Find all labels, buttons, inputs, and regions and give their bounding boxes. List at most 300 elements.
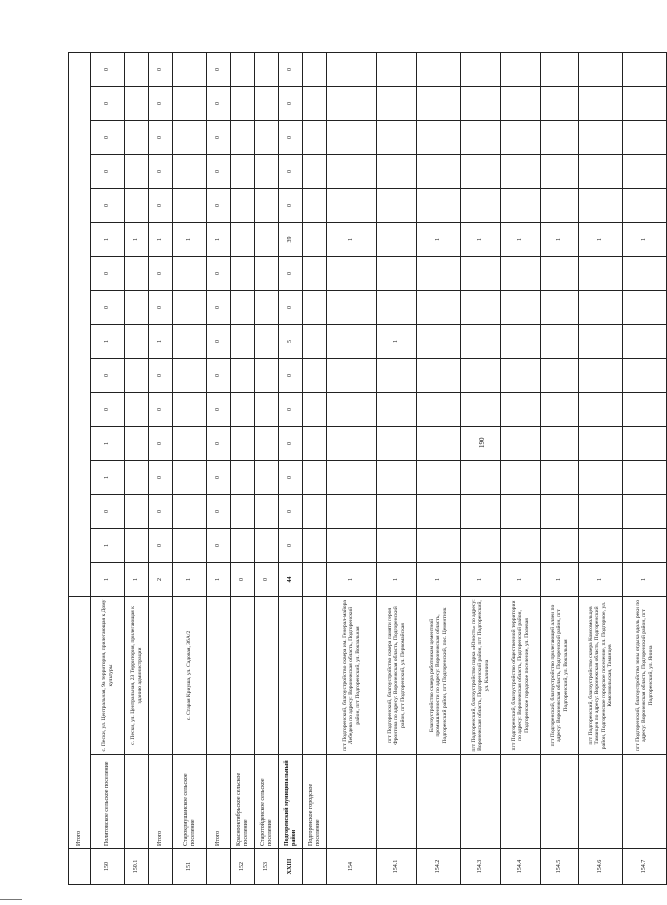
value-cell [231,257,255,291]
value-cell: 1 [327,563,377,597]
value-cell: 0 [91,189,125,223]
row-name-cell [377,755,417,849]
header-name-cell: Итого [69,597,91,849]
value-cell [231,325,255,359]
value-cell [541,121,579,155]
value-cell [255,291,279,325]
value-cell [541,529,579,563]
table-header-row [69,53,91,885]
value-cell [303,529,327,563]
row-address-cell: Благоустройство сквера работникам цементной промышленности по адресу: Воронежская область, Подгоренский район, пгт Подгоренский, пос. Цементник [417,597,461,755]
value-cell [623,53,667,87]
value-cell: 1 [501,563,541,597]
row-number-cell: 150.1 [125,849,149,885]
row-address-cell: пгт Подгоренский, благоустройство прилегающей аллеи по адресу: Воронежская область, Подгоренский район, пгт Подгоренский, ул. Вокзальная [541,597,579,755]
row-name-cell [623,755,667,849]
value-cell [417,529,461,563]
value-cell: 0 [207,495,231,529]
value-cell: 0 [149,257,173,291]
value-cell: 1 [377,563,417,597]
table-row [541,53,579,885]
value-cell [541,87,579,121]
value-cell [173,393,207,427]
value-cell [231,155,255,189]
value-cell [461,257,501,291]
value-cell [173,257,207,291]
value-cell [173,427,207,461]
value-cell [623,495,667,529]
row-name-cell: Старокриушанское сельское поселение [173,755,207,849]
value-cell [417,121,461,155]
value-cell [327,291,377,325]
row-address-cell: с. Пески, ул. Центральная, 23 Территория, прилегающая к зданию администрации [125,597,149,755]
row-number-cell: 154.2 [417,849,461,885]
value-cell [417,257,461,291]
value-cell [417,393,461,427]
row-number-cell: 154.7 [623,849,667,885]
row-number-cell: 150 [91,849,125,885]
table-row [579,53,623,885]
value-cell [623,155,667,189]
value-cell [501,87,541,121]
value-cell [125,359,149,393]
table-row [417,53,461,885]
row-address-cell: пгт Подгоренский, благоустройство парка «Юность» по адресу: Воронежская область, Подгоренский район, пгт Подгоренский, ул. Калинина [461,597,501,755]
row-name-cell: Подгоренское городское поселение [303,755,327,849]
value-cell: 0 [279,291,303,325]
value-cell [377,223,417,257]
value-cell: 0 [91,495,125,529]
value-cell [125,257,149,291]
value-cell [541,359,579,393]
value-cell [377,155,417,189]
value-cell [461,53,501,87]
value-cell: 1 [91,461,125,495]
value-cell [623,291,667,325]
value-cell: 1 [149,223,173,257]
value-cell [173,87,207,121]
value-cell [579,461,623,495]
value-cell: 1 [91,325,125,359]
value-cell [303,359,327,393]
value-cell [579,495,623,529]
value-cell [541,53,579,87]
value-cell: 44 [279,563,303,597]
value-cell [623,461,667,495]
value-cell: 0 [149,529,173,563]
row-address-cell [207,597,231,755]
value-cell: 0 [91,291,125,325]
row-number-cell: 154 [327,849,377,885]
value-cell: 1 [91,529,125,563]
value-cell: 1 [173,223,207,257]
value-cell: 0 [279,427,303,461]
value-cell [579,155,623,189]
value-cell [125,427,149,461]
value-cell [541,155,579,189]
value-cell: 0 [279,257,303,291]
value-cell: 0 [207,393,231,427]
row-name-cell: Старотойденское сельское поселение [255,755,279,849]
value-cell [173,461,207,495]
value-cell: 5 [279,325,303,359]
value-cell [231,121,255,155]
row-number-cell: 154.6 [579,849,623,885]
row-name-cell: Политовское сельское поселение [91,755,125,849]
value-cell: 0 [149,53,173,87]
value-cell [579,291,623,325]
value-cell [327,461,377,495]
value-cell: 0 [207,325,231,359]
value-cell [623,189,667,223]
value-cell [303,495,327,529]
value-cell [579,529,623,563]
header-empty-cell [69,53,91,597]
value-cell [461,359,501,393]
value-cell [579,257,623,291]
value-cell: 1 [623,563,667,597]
value-cell: 1 [91,563,125,597]
value-cell [377,359,417,393]
value-cell: 0 [207,461,231,495]
value-cell [125,53,149,87]
value-cell [255,189,279,223]
row-number-cell: XXIII [279,849,303,885]
value-cell [231,427,255,461]
row-address-cell: с. Старая Криуша, ул. Садовая, 36А/2 [173,597,207,755]
value-cell [501,121,541,155]
table-row [279,53,303,885]
value-cell [579,121,623,155]
value-cell: 0 [279,189,303,223]
value-cell [461,529,501,563]
row-number-cell: 152 [231,849,255,885]
value-cell [579,87,623,121]
value-cell [231,291,255,325]
value-cell [125,291,149,325]
value-cell [173,529,207,563]
row-address-cell [231,597,255,755]
value-cell: 1 [207,223,231,257]
value-cell [579,393,623,427]
row-address-cell [303,597,327,755]
table-row [207,53,231,885]
value-cell [327,495,377,529]
value-cell: 0 [279,495,303,529]
table-row [623,53,667,885]
value-cell: 0 [91,155,125,189]
value-cell [579,325,623,359]
value-cell [501,529,541,563]
row-address-cell: пгт Подгоренский, благоустройство сквера Комсомольцев Таманцев по адресу: Воронежская область, Подгоренский район, Подгоренское городское поселение, пл. Подгорное, ул. Комсомольская, Таманцев [579,597,623,755]
value-cell [417,87,461,121]
value-cell [255,87,279,121]
value-cell: 0 [207,87,231,121]
value-cell [255,427,279,461]
value-cell [377,495,417,529]
value-cell: 0 [255,563,279,597]
value-cell [417,495,461,529]
value-cell [255,155,279,189]
value-cell [417,189,461,223]
value-cell [303,53,327,87]
table-row [461,53,501,885]
value-cell [255,495,279,529]
value-cell [255,393,279,427]
value-cell [327,529,377,563]
row-address-cell [279,597,303,755]
value-cell: 1 [417,563,461,597]
value-cell [377,257,417,291]
value-cell: 0 [149,189,173,223]
row-name-cell: Итого [207,755,231,849]
value-cell [327,53,377,87]
row-number-cell [303,849,327,885]
value-cell [303,563,327,597]
row-name-cell [125,755,149,849]
value-cell: 0 [207,291,231,325]
row-name-cell [417,755,461,849]
row-number-cell: 154.3 [461,849,501,885]
value-cell [461,461,501,495]
value-cell [461,393,501,427]
value-cell: 1 [149,325,173,359]
value-cell [125,155,149,189]
value-cell [303,291,327,325]
row-address-cell [149,597,173,755]
value-cell [541,189,579,223]
row-number-cell [207,849,231,885]
value-cell [125,189,149,223]
value-cell [623,359,667,393]
value-cell [173,495,207,529]
row-name-cell [461,755,501,849]
value-cell [541,495,579,529]
value-cell [303,257,327,291]
value-cell [173,121,207,155]
value-cell: 0 [149,495,173,529]
value-cell: 0 [207,529,231,563]
value-cell: 0 [279,155,303,189]
value-cell: 2 [149,563,173,597]
value-cell [303,393,327,427]
value-cell [255,359,279,393]
value-cell: 1 [501,223,541,257]
value-cell [501,189,541,223]
value-cell: 1 [207,563,231,597]
value-cell [461,155,501,189]
value-cell [231,393,255,427]
value-cell [125,121,149,155]
value-cell [377,393,417,427]
value-cell [231,223,255,257]
row-name-cell: Краснооктябрьское сельское поселение [231,755,255,849]
value-cell: 1 [377,325,417,359]
value-cell [377,291,417,325]
value-cell: 0 [149,121,173,155]
value-cell [461,427,501,461]
row-number-cell [149,849,173,885]
table-row [149,53,173,885]
value-cell [173,291,207,325]
value-cell: 0 [207,189,231,223]
value-cell: 1 [623,223,667,257]
value-cell [327,359,377,393]
table-row [91,53,125,885]
value-cell: 0 [279,359,303,393]
value-cell: 1 [125,563,149,597]
row-name-cell [579,755,623,849]
value-cell: 1 [125,223,149,257]
value-cell [125,393,149,427]
value-cell [623,87,667,121]
value-cell: 0 [91,257,125,291]
row-address-cell: с. Пески, ул. Центральная, 9а территория, прилегающая к Дому культуры [91,597,125,755]
value-cell: 1 [461,223,501,257]
value-cell [501,291,541,325]
value-cell: 0 [91,87,125,121]
value-cell [303,87,327,121]
page-number: 190 [478,437,486,448]
value-cell [231,53,255,87]
value-cell [461,189,501,223]
value-cell [417,427,461,461]
value-cell [501,257,541,291]
value-cell [173,155,207,189]
table-row [125,53,149,885]
value-cell [623,529,667,563]
data-table [68,52,667,885]
value-cell [327,87,377,121]
value-cell [303,325,327,359]
row-number-cell: 151 [173,849,207,885]
table-row [377,53,417,885]
row-name-cell: Подгоренский муниципальный район [279,755,303,849]
value-cell [255,53,279,87]
value-cell [623,427,667,461]
value-cell [623,121,667,155]
value-cell [623,393,667,427]
value-cell: 1 [579,223,623,257]
value-cell: 0 [149,461,173,495]
value-cell [327,257,377,291]
value-cell: 0 [149,87,173,121]
table-row [303,53,327,885]
value-cell [501,461,541,495]
value-cell [303,189,327,223]
value-cell [377,121,417,155]
value-cell: 0 [207,155,231,189]
value-cell [579,427,623,461]
table-row [173,53,207,885]
value-cell [623,325,667,359]
value-cell: 0 [279,87,303,121]
value-cell [231,461,255,495]
value-cell [501,427,541,461]
value-cell: 1 [461,563,501,597]
value-cell [173,359,207,393]
value-cell: 0 [207,121,231,155]
row-name-cell [327,755,377,849]
value-cell [417,291,461,325]
value-cell [579,359,623,393]
value-cell: 0 [149,393,173,427]
value-cell [461,87,501,121]
value-cell [501,393,541,427]
value-cell [327,427,377,461]
value-cell [255,325,279,359]
value-cell [417,53,461,87]
value-cell [501,53,541,87]
row-address-cell: пгт Подгоренский, благоустройство сквера памяти героя Фронтова по адресу: Воронежская область, Подгоренский район, пгт Подгоренский, ул. Первомайская [377,597,417,755]
value-cell [377,87,417,121]
value-cell: 0 [149,427,173,461]
value-cell: 1 [579,563,623,597]
row-number-cell: 153 [255,849,279,885]
value-cell [541,461,579,495]
value-cell [327,189,377,223]
table-row [231,53,255,885]
value-cell [417,359,461,393]
value-cell: 1 [327,223,377,257]
row-number-cell: 154.5 [541,849,579,885]
value-cell [579,189,623,223]
value-cell [461,495,501,529]
value-cell [501,495,541,529]
value-cell [231,359,255,393]
value-cell [125,529,149,563]
value-cell: 1 [91,427,125,461]
table-row [327,53,377,885]
value-cell: 0 [207,427,231,461]
value-cell [417,461,461,495]
value-cell [303,223,327,257]
value-cell: 0 [279,529,303,563]
value-cell: 1 [541,223,579,257]
value-cell: 0 [207,359,231,393]
value-cell [541,257,579,291]
value-cell: 1 [417,223,461,257]
value-cell: 0 [279,461,303,495]
value-cell [501,325,541,359]
value-cell: 1 [173,563,207,597]
row-address-cell: пгт Подгоренский, благоустройство сквера им. Генерал-майора Лебедева по адресу: Воронежская область, Подгоренский район, пгт Подгоренский, ул. Вокзальная [327,597,377,755]
value-cell [173,189,207,223]
value-cell [255,257,279,291]
value-cell: 0 [149,359,173,393]
value-cell [541,325,579,359]
value-cell [327,393,377,427]
row-name-cell [501,755,541,849]
value-cell [231,87,255,121]
value-cell [417,325,461,359]
value-cell [231,189,255,223]
value-cell: 0 [207,53,231,87]
value-cell [303,155,327,189]
value-cell [377,529,417,563]
row-number-cell: 154.4 [501,849,541,885]
value-cell: 0 [279,121,303,155]
value-cell [255,223,279,257]
value-cell [377,427,417,461]
row-name-cell: Итого [149,755,173,849]
value-cell [417,155,461,189]
row-name-cell [541,755,579,849]
value-cell: 0 [207,257,231,291]
value-cell [461,121,501,155]
value-cell [579,53,623,87]
value-cell [377,53,417,87]
